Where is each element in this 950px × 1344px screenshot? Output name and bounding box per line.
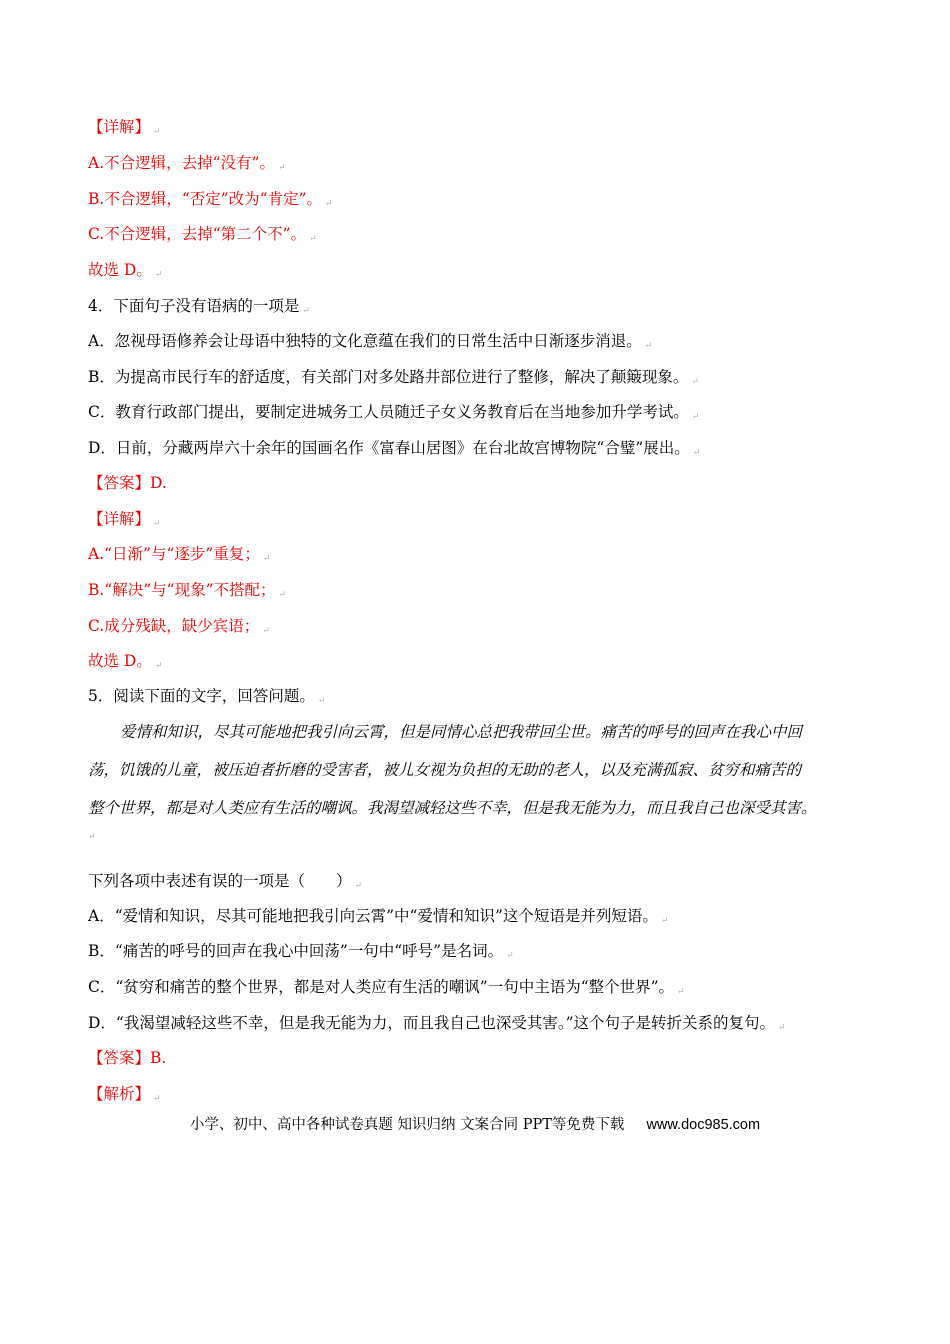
q5-stem: 5．阅读下面的文字，回答问题。 ↵ (88, 687, 326, 706)
q4-explain-item-a: A.“日渐”与“逐步”重复； ↵ (88, 545, 271, 564)
paragraph-mark-icon: ↵ (88, 832, 96, 842)
paragraph-mark-icon: ↵ (325, 199, 333, 209)
q5-passage-line-2: 荡，饥饿的儿童，被压迫者折磨的受害者，被儿女视为负担的无助的老人，以及充满孤寂、贫穷和痛苦的 (88, 761, 802, 779)
q3-explain-item-c: C.不合逻辑，去掉“第二个不”。 ↵ (88, 225, 317, 244)
paragraph-mark-icon: ↵ (154, 270, 163, 280)
paragraph-mark-icon: ↵ (317, 696, 326, 706)
q5-analysis-label: 【解析】 ↵ (88, 1085, 161, 1104)
footer-url[interactable]: www.doc985.com (646, 1117, 761, 1133)
q4-option-b: B．为提高市民行车的舒适度，有关部门对多处路井部位进行了整修，解决了颠簸现象。 ↵ (88, 368, 699, 387)
q5-answer: 【答案】B. (88, 1049, 167, 1067)
paragraph-mark-icon: ↵ (302, 306, 310, 316)
paragraph-mark-icon: ↵ (778, 1023, 786, 1033)
q4-explain-item-c: C.成分残缺，缺少宾语； ↵ (88, 617, 270, 636)
paragraph-mark-icon: ↵ (506, 951, 514, 961)
page-footer (0, 1115, 950, 1135)
q3-explain-item-b: B.不合逻辑，“否定”改为“肯定”。 ↵ (88, 190, 333, 209)
paragraph-mark-icon: ↵ (153, 127, 161, 137)
q4-explain-item-b: B.“解决”与“现象”不搭配； ↵ (88, 581, 287, 600)
q5-passage-line-3: 整个世界，都是对人类应有生活的嘲讽。我渴望减轻这些不幸，但是我无能为力，而且我自己也深受其害。 (88, 799, 817, 817)
paragraph-mark-icon: ↵ (262, 626, 270, 636)
paragraph-mark-icon: ↵ (153, 519, 161, 529)
q4-conclusion: 故选 D。 ↵ (88, 652, 163, 671)
footer-text: 小学、初中、高中各种试卷真题 知识归纳 文案合同 PPT等免费下载 (189, 1117, 625, 1133)
paragraph-mark-icon: ↵ (154, 661, 163, 671)
q5-option-b: B．“痛苦的呼号的回声在我心中回荡”一句中“呼号”是名词。 ↵ (88, 942, 514, 961)
paragraph-mark-icon: ↵ (153, 1094, 161, 1104)
q4-option-c: C．教育行政部门提出，要制定进城务工人员随迁子女义务教育后在当地参加升学考试。 ↵ (88, 403, 700, 422)
paragraph-mark-icon: ↵ (660, 916, 669, 926)
paragraph-mark-icon: ↵ (677, 987, 685, 997)
paragraph-mark-icon: ↵ (692, 448, 701, 458)
paragraph-mark-icon: ↵ (691, 412, 700, 422)
q3-explain-item-a: A.不合逻辑，去掉“没有”。 ↵ (88, 154, 286, 173)
q4-explain-label: 【详解】 ↵ (88, 510, 161, 529)
paragraph-mark-icon: ↵ (644, 341, 653, 351)
q4-stem: 4．下面句子没有语病的一项是 ↵ (88, 297, 310, 316)
q5-option-c: C．“贫穷和痛苦的整个世界，都是对人类应有生活的嘲讽”一句中主语为“整个世界”。 ↵ (88, 978, 685, 997)
paragraph-mark-icon: ↵ (262, 554, 271, 564)
q3-explain-label: 【详解】 ↵ (88, 118, 161, 137)
q4-option-a: A．忽视母语修养会让母语中独特的文化意蕴在我们的日常生活中日渐逐步消退。 ↵ (88, 332, 653, 351)
q3-conclusion: 故选 D。 ↵ (88, 261, 163, 280)
paragraph-mark-icon: ↵ (691, 377, 699, 387)
q5-option-a: A．“爱情和知识，尽其可能地把我引向云霄”中“爱情和知识”这个短语是并列短语。 ↵ (88, 907, 669, 926)
paragraph-mark-icon: ↵ (277, 163, 286, 173)
q5-option-d: D．“我渴望减轻这些不幸，但是我无能为力，而且我自己也深受其害。”这个句子是转折关系的复句。 ↵ (88, 1014, 786, 1033)
q5-passage-line-1: 爱情和知识，尽其可能地把我引向云霄，但是同情心总把我带回尘世。痛苦的呼号的回声在我心中回 (120, 723, 803, 741)
paragraph-mark-icon: ↵ (278, 590, 287, 600)
paragraph-mark-icon: ↵ (309, 234, 317, 244)
paragraph-mark-icon: ↵ (354, 881, 363, 891)
q4-option-d: D．日前，分藏两岸六十余年的国画名作《富春山居图》在台北故宫博物院“合璧”展出。 ↵ (88, 439, 701, 458)
q4-answer: 【答案】D. (88, 474, 167, 492)
q5-question: 下列各项中表述有误的一项是（ ） ↵ (88, 872, 363, 891)
